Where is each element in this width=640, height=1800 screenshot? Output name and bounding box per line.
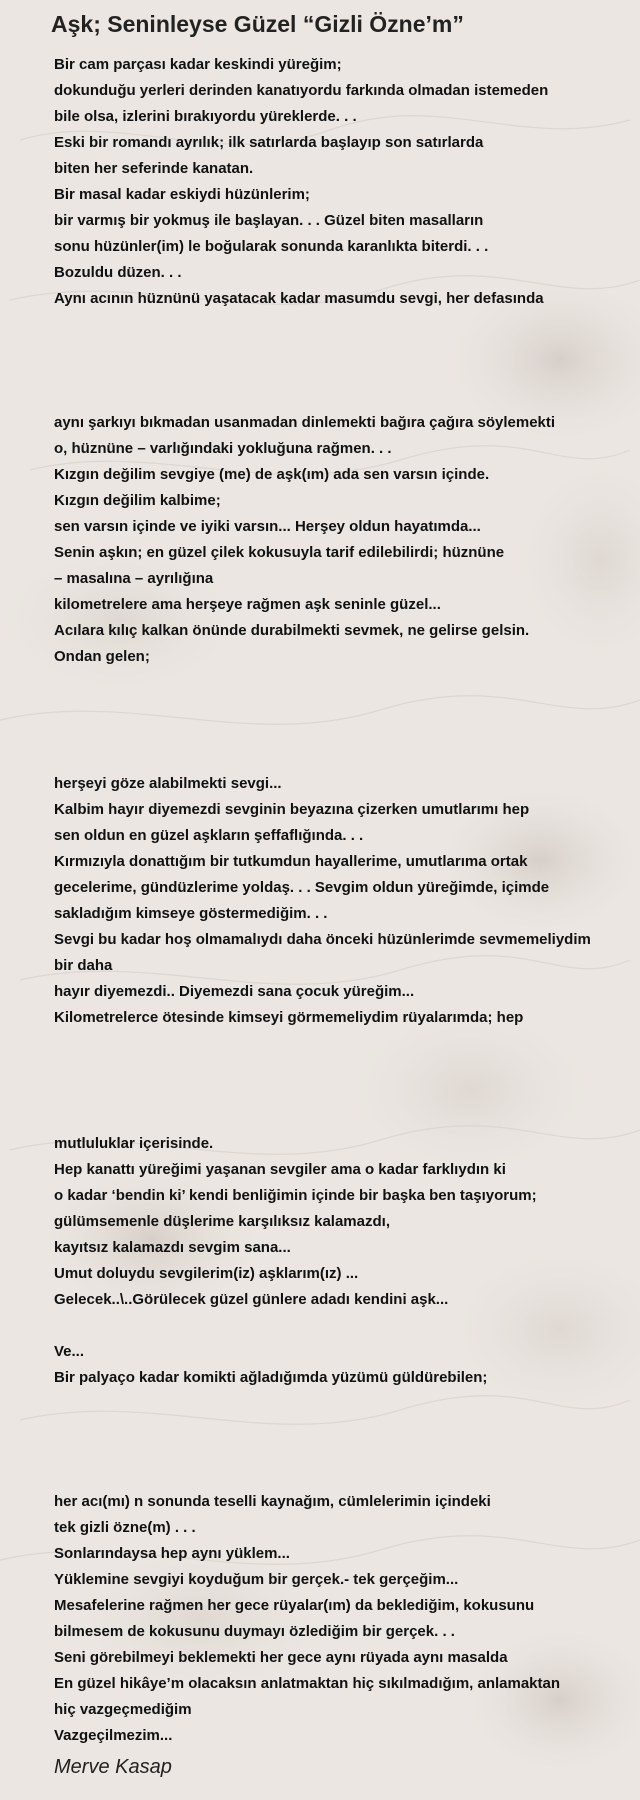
poem-line: Gelecek..\..Görülecek güzel günlere adadı kendini aşk... [54, 1291, 449, 1308]
poem-line: Bir cam parçası kadar keskindi yüreğim; [54, 56, 342, 73]
poem-line: sen oldun en güzel aşkların şeffaflığında. . . [54, 827, 364, 844]
poem-line: dokunduğu yerleri derinden kanatıyordu farkında olmadan istemeden [54, 82, 549, 99]
poem-line: bir daha [54, 957, 113, 974]
poem-line: Bozuldu düzen. . . [54, 264, 182, 281]
author-name: Merve Kasap [54, 1756, 172, 1778]
poem-line: Seni görebilmeyi beklemekti her gece aynı rüyada aynı masalda [54, 1649, 508, 1666]
stanza-2 [54, 410, 634, 670]
poem-line: Kızgın değilim sevgiye (me) de aşk(ım) ada sen varsın içinde. [54, 466, 490, 483]
poem-line: o kadar ‘bendin ki’ kendi benliğimin içinde bir başka ben taşıyorum; [54, 1187, 537, 1204]
poem-line: Kalbim hayır diyemezdi sevginin beyazına çizerken umutlarımı hep [54, 801, 530, 818]
poem-line: – masalına – ayrılığına [54, 570, 214, 587]
poem-line: Hep kanattı yüreğimi yaşanan sevgiler ama o kadar farklıydın ki [54, 1161, 506, 1178]
poem-line: Sonlarındaysa hep aynı yüklem... [54, 1545, 290, 1562]
blank-line [54, 1313, 634, 1339]
poem-line: Mesafelerine rağmen her gece rüyalar(ım) da beklediğim, kokusunu [54, 1597, 535, 1614]
poem-line: her acı(mı) n sonunda teselli kaynağım, cümlelerimin içindeki [54, 1493, 491, 1510]
poem-line: hayır diyemezdi.. Diyemezdi sana çocuk yüreğim... [54, 983, 415, 1000]
stanza-3 [54, 771, 634, 1031]
poem-line: Yüklemine sevgiyi koyduğum bir gerçek.- tek gerçeğim... [54, 1571, 459, 1588]
poem-line: Eski bir romandı ayrılık; ilk satırlarda başlayıp son satırlarda [54, 134, 484, 151]
poem-line: Vazgeçilmezim... [54, 1727, 173, 1744]
poem-line: gecelerime, gündüzlerime yoldaş. . . Sevgim oldun yüreğimde, içimde [54, 879, 550, 896]
poem-line: Aynı acının hüznünü yaşatacak kadar masumdu sevgi, her defasında [54, 290, 544, 307]
stanza-5 [54, 1489, 634, 1749]
stanza-4 [54, 1131, 634, 1391]
poem-line: Umut doluydu sevgilerim(iz) aşklarım(ız) ... [54, 1265, 359, 1282]
poem-line: sen varsın içinde ve iyiki varsın... Herşey oldun hayatımda... [54, 518, 481, 535]
poem-line: herşeyi göze alabilmekti sevgi... [54, 775, 282, 792]
poem-line: bir varmış bir yokmuş ile başlayan. . . Güzel biten masalların [54, 212, 484, 229]
poem-line: Sevgi bu kadar hoş olmamalıydı daha önceki hüzünlerimde sevmemeliydim [54, 931, 591, 948]
poem-line: Kızgın değilim kalbime; [54, 492, 221, 509]
poem-line: Kilometrelerce ötesinde kimseyi görmemeliydim rüyalarımda; hep [54, 1009, 524, 1026]
poem-line: Acılara kılıç kalkan önünde durabilmekti sevmek, ne gelirse gelsin. [54, 622, 530, 639]
poem-line: Ondan gelen; [54, 648, 150, 665]
poem-line: biten her seferinde kanatan. [54, 160, 254, 177]
poem-line: Bir palyaço kadar komikti ağladığımda yüzümü güldürebilen; [54, 1369, 488, 1386]
poem-line: Kırmızıyla donattığım bir tutkumdun hayallerime, umutlarıma ortak [54, 853, 528, 870]
poem-line: o, hüznüne – varlığındaki yokluğuna rağmen. . . [54, 440, 392, 457]
poem-line: Senin aşkın; en güzel çilek kokusuyla tarif edilebilirdi; hüznüne [54, 544, 505, 561]
poem-line: Ve... [54, 1343, 85, 1360]
poem-line: mutluluklar içerisinde. [54, 1135, 214, 1152]
poem-line: kilometrelere ama herşeye rağmen aşk seninle güzel... [54, 596, 441, 613]
poem-line: hiç vazgeçmediğim [54, 1701, 192, 1718]
poem-line: bilmesem de kokusunu duymayı özlediğim bir gerçek. . . [54, 1623, 455, 1640]
poem-line: sakladığım kimseye göstermediğim. . . [54, 905, 328, 922]
poem-line: gülümsemenle düşlerime karşılıksız kalamazdı, [54, 1213, 390, 1230]
poem-line: tek gizli özne(m) . . . [54, 1519, 196, 1536]
poem-line: Bir masal kadar eskiydi hüzünlerim; [54, 186, 310, 203]
poem-line: bile olsa, izlerini bırakıyordu yüreklerde. . . [54, 108, 357, 125]
poem-line: aynı şarkıyı bıkmadan usanmadan dinlemekti bağıra çağıra söylemekti [54, 414, 556, 431]
poem-line: sonu hüzünler(im) le boğularak sonunda karanlıkta biterdi. . . [54, 238, 489, 255]
poem-line: En güzel hikâye’m olacaksın anlatmaktan hiç sıkılmadığım, anlamaktan [54, 1675, 561, 1692]
poem-title: Aşk; Seninleyse Güzel “Gizli Özne’m” [51, 11, 464, 37]
stanza-1 [54, 52, 634, 312]
poem-line: kayıtsız kalamazdı sevgim sana... [54, 1239, 291, 1256]
